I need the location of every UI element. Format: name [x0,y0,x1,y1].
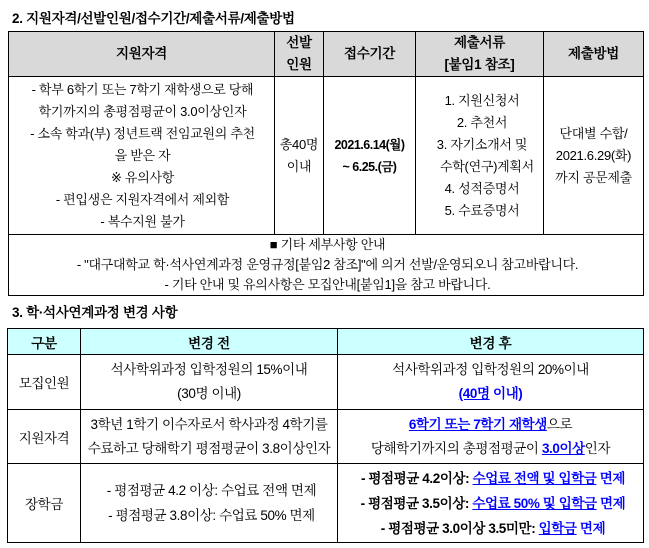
period-line: 2021.6.14(월) [334,137,405,152]
application-table-body-row [9,77,644,235]
qualification-line: - 편입생은 지원자격에서 제외함 [55,191,230,207]
highlighted-text: 수업료 전액 및 입학금 [472,470,597,486]
highlighted-text: 수업료 50% 및 입학금 [472,495,597,511]
row-label-recruit: 모집인원 [8,355,81,410]
cell-period [324,77,416,235]
before-line: 3학년 1학기 이수자로서 학사과정 4학기를 [90,416,328,432]
before-line: 수료하고 당해학기 평점평균이 3.8이상인자 [87,440,331,456]
highlighted-text: (40명 [458,386,490,401]
cell-qualification-before [81,410,338,464]
after-line [338,382,643,406]
application-table-header-row [9,32,644,77]
header-text: 제출방법 [568,46,619,61]
application-info-table [8,31,644,296]
highlighted-text: 면제 [576,520,606,536]
changes-table [7,328,644,543]
cell-qualification-after [338,410,644,464]
cell-recruit-after [338,355,644,410]
after-line [343,491,643,516]
document-item: 수학(연구)계획서 [430,158,534,174]
document-item: 5. 수료증명서 [444,202,520,218]
document-item: 3. 자기소개서 및 [436,136,528,152]
qualification-line: 을 받은 자 [114,147,171,163]
cell-note [9,235,644,296]
header-text: 선발 [286,35,312,50]
column-header-period [324,32,416,77]
cell-quota [275,77,324,235]
row-label-scholarship: 장학금 [8,464,81,543]
changes-table-header-row [8,329,644,355]
method-line: 2021.6.29(화) [555,147,632,163]
quota-line: 총40명 [279,136,319,152]
qualification-line: - 소속 학과(부) 정년트랙 전임교원의 추천 [30,125,255,141]
highlighted-text: 면제 [596,470,626,486]
header-text: 지원자격 [116,46,167,61]
quota-line: 이내 [286,158,312,174]
row-qualification [8,410,644,464]
column-header-after: 변경 후 [338,329,644,355]
after-line [338,437,643,461]
plain-text: - 평점평균 3.0이상 3.5미만: [380,520,539,536]
column-header-documents [416,32,544,77]
after-line: 석사학위과정 입학정원의 20%이내 [392,362,589,377]
application-table-note-row [9,235,644,296]
column-header-quota [275,32,324,77]
header-text: 접수기간 [344,46,395,61]
qualification-line: 학기까지의 총평점평균이 3.0이상인자 [38,103,247,119]
row-label-qualification: 지원자격 [8,410,81,464]
header-text: 인원 [286,57,312,72]
after-line [343,466,643,491]
column-header-method [544,32,644,77]
plain-text: - 평점평균 4.2이상: [360,470,473,486]
period-line: ~ 6.25.(금) [342,159,397,174]
column-header-before: 변경 전 [81,329,338,355]
highlighted-text: 이내) [489,386,523,401]
method-line: 까지 공문제출 [555,169,632,185]
column-header-qualification [9,32,275,77]
before-line: - 평점평균 3.8이상: 수업료 50% 면제 [108,508,315,523]
document-item: 2. 추천서 [456,114,508,130]
qualification-line: - 복수지원 불가 [100,213,185,229]
method-line: 단대별 수합/ [559,125,628,141]
document-item: 4. 성적증명서 [444,180,520,196]
plain-text: 으로 [546,416,573,432]
qualification-line: ※ 유의사항 [111,169,174,185]
before-line: (30명 이내) [177,386,241,401]
row-scholarship [8,464,644,543]
before-line: 석사학위과정 입학정원의 15%이내 [110,362,308,377]
qualification-line: - 학부 6학기 또는 7학기 재학생으로 당해 [31,81,254,97]
row-recruit-quota [8,355,644,410]
highlighted-text: 3.0이상 [541,440,585,456]
cell-scholarship-before [81,464,338,543]
cell-method [544,77,644,235]
note-title: ■ 기타 세부사항 안내 [269,237,386,252]
note-line: - 기타 안내 및 유의사항은 모집안내[붙임1]을 참고 바랍니다. [164,277,491,292]
plain-text: 인자 [584,440,611,456]
section-3-heading: 3. 학·석사연계과정 변경 사항 [12,305,178,320]
after-line [338,413,643,437]
note-line: - "대구대학교 학·석사연계과정 운영규정[붙임2 참조]"에 의거 선발/운영되오니 참고바랍니다. [76,257,579,272]
header-text: [붙임1 참조] [444,57,515,72]
cell-documents [416,77,544,235]
column-header-category: 구분 [8,329,81,355]
before-line: - 평점평균 4.2 이상: 수업료 전액 면제 [106,483,317,498]
cell-recruit-before [81,355,338,410]
header-text: 제출서류 [454,35,505,50]
highlighted-text: 6학기 또는 7학기 재학생 [408,416,547,432]
cell-qualification [9,77,275,235]
plain-text: 당해학기까지의 총평점평균이 [370,440,542,456]
document-item: 1. 지원신청서 [444,92,520,108]
cell-scholarship-after [338,464,644,543]
plain-text: - 평점평균 3.5이상: [360,495,473,511]
highlighted-text: 입학금 [538,520,577,536]
after-line [343,516,643,541]
section-2-heading: 2. 지원자격/선발인원/접수기간/제출서류/제출방법 [12,11,295,26]
highlighted-text: 면제 [596,495,626,511]
